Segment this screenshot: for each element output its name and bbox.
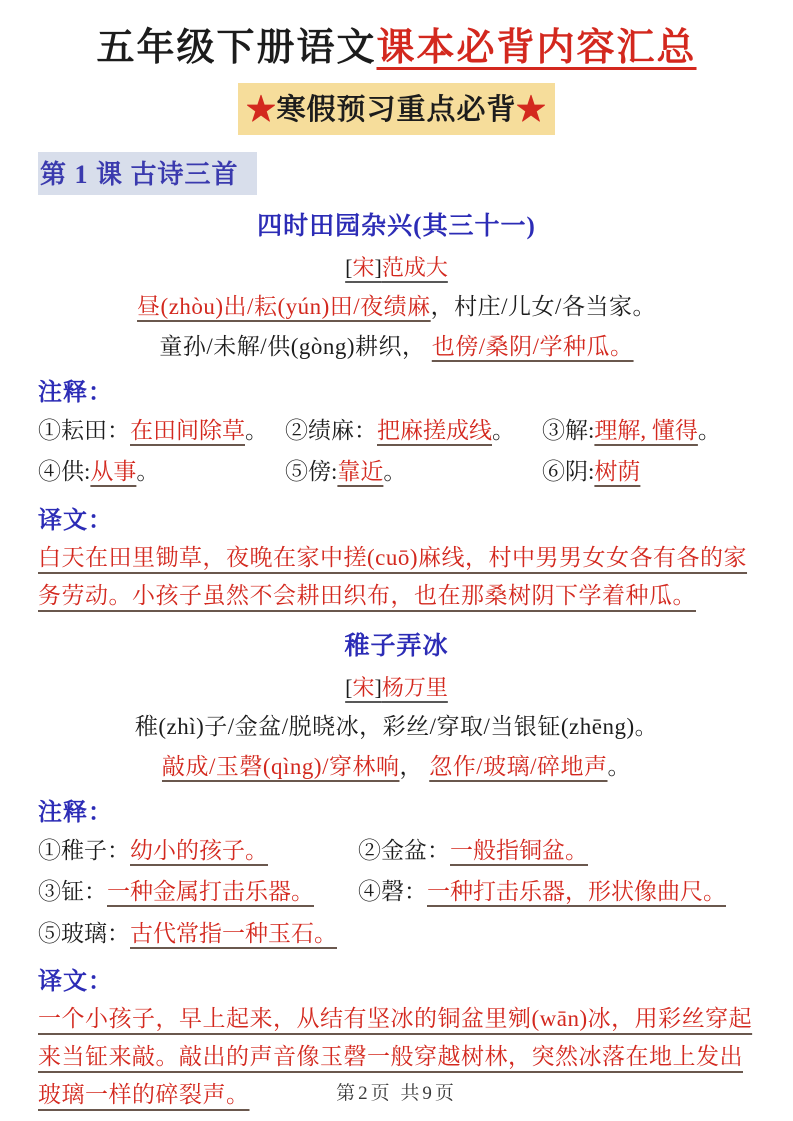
- note-def: 靠近: [337, 459, 384, 485]
- note-term: ①耘田：: [38, 417, 130, 443]
- star-icon: ★: [246, 93, 277, 126]
- poem1-notes-label: 注释：: [38, 379, 113, 406]
- poem2-line2-comma: ，: [399, 753, 430, 779]
- poem2-line2-highlight1: 敲成/玉磬(qìng)/穿林响: [161, 753, 400, 779]
- poem1-line1: [38, 291, 755, 322]
- banner-text: 寒假预习重点必背: [276, 93, 517, 126]
- poem2-translation: 一个小孩子，早上起来，从结有坚冰的铜盆里剜(wān)冰，用彩丝穿起来当钲来敲。敲出的声音像玉磬一般穿越树林，突然冰落在地上发出玻璃一样的碎裂声。: [38, 1006, 753, 1108]
- poem2-line2-end: 。: [607, 753, 632, 779]
- page-title: [38, 26, 755, 72]
- poem2-author: [38, 671, 755, 702]
- poem1-line2-plain: 童孙/未解/供(gòng)耕织，: [159, 333, 432, 359]
- note-def: 在田间除草: [130, 417, 245, 443]
- note-term: ②金盆：: [358, 837, 450, 863]
- note-term: ①稚子：: [38, 837, 130, 863]
- poem2-line2-highlight2: 忽作/玻璃/碎地声: [429, 753, 608, 779]
- author-name: 杨万里: [381, 674, 448, 700]
- banner-row: [38, 83, 755, 135]
- poem1-line2-highlight: 也傍/桑阴/学种瓜。: [431, 333, 634, 359]
- poem1-author-underline: [345, 255, 448, 280]
- note-end: 。: [492, 417, 515, 443]
- note-item: [358, 834, 755, 869]
- note-term: ⑤傍:: [285, 459, 338, 485]
- note-item: [38, 834, 358, 869]
- note-item: [38, 875, 358, 910]
- lesson-header: 第 1 课 古诗三首: [38, 152, 257, 195]
- bracket-left: [: [345, 254, 353, 280]
- poem2-line1: 稚(zhì)子/金盆/脱晓冰，彩丝/穿取/当银钲(zhēng)。: [134, 713, 659, 739]
- poem2-trans-label: 译文：: [38, 969, 113, 996]
- note-term: ③解:: [542, 417, 595, 443]
- note-def: 古代常指一种玉石。: [130, 920, 337, 946]
- poem1-translation: 白天在田里锄草，夜晚在家中搓(cuō)麻线，村中男男女女各有各的家务劳动。小孩子虽然不会耕田织布，也在那桑树阴下学着种瓜。: [38, 544, 748, 608]
- note-def: 幼小的孩子。: [130, 837, 268, 863]
- poem2-notes-row1: [38, 834, 755, 869]
- note-def: 树荫: [594, 459, 641, 485]
- note-term: ④磬：: [358, 879, 427, 905]
- poem1-trans-label: 译文：: [38, 507, 113, 534]
- note-def: 一般指铜盆。: [450, 837, 588, 863]
- poem2-line2: [38, 751, 755, 782]
- poem1-line2: [38, 331, 755, 362]
- poem1-title: 四时田园杂兴(其三十一): [257, 212, 536, 240]
- author-name: 范成大: [381, 254, 448, 280]
- poem1-notes-row2: [38, 455, 755, 490]
- title-red-part: 课本必背内容汇总: [376, 27, 697, 69]
- note-item: [542, 414, 755, 449]
- note-def: 把麻搓成线: [377, 417, 492, 443]
- note-term: ②绩麻：: [285, 417, 377, 443]
- note-def: 一种金属打击乐器。: [107, 879, 314, 905]
- note-term: ⑥阴:: [542, 459, 595, 485]
- poem1-author: [38, 251, 755, 282]
- note-end: 。: [697, 417, 721, 443]
- poem1-line1-plain: ，村庄/儿女/各当家。: [430, 293, 656, 319]
- note-term: ④供:: [38, 459, 91, 485]
- note-end: 。: [136, 459, 160, 485]
- bracket-right: ]: [374, 674, 382, 700]
- note-end: 。: [245, 417, 268, 443]
- page-number: 第2页 共9页: [336, 1083, 457, 1104]
- poem2-notes-row2: [38, 875, 755, 910]
- note-def: 从事: [90, 459, 137, 485]
- bracket-right: ]: [374, 254, 382, 280]
- dynasty: 宋: [352, 674, 375, 700]
- note-item: [38, 455, 285, 490]
- note-item: [542, 455, 755, 490]
- highlight-banner: [238, 83, 554, 135]
- note-item: [285, 455, 542, 490]
- poem1-line1-highlight: 昼(zhòu)出/耘(yún)田/夜绩麻: [137, 293, 431, 319]
- note-def: 一种打击乐器，形状像曲尺。: [427, 879, 726, 905]
- note-term: ③钲：: [38, 879, 107, 905]
- note-term: ⑤玻璃：: [38, 920, 130, 946]
- poem2-notes-row3: [38, 917, 755, 952]
- poem2-title: 稚子弄冰: [344, 632, 449, 660]
- note-item: [285, 414, 542, 449]
- note-item: [38, 917, 358, 952]
- note-item: [358, 875, 755, 910]
- bracket-left: [: [345, 674, 353, 700]
- star-icon: ★: [516, 93, 547, 126]
- poem2-author-underline: [345, 675, 448, 700]
- note-item: [38, 414, 285, 449]
- title-black-part: 五年级下册语文: [96, 27, 377, 69]
- poem1-notes-row1: [38, 414, 755, 449]
- dynasty: 宋: [352, 254, 375, 280]
- note-def: 理解, 懂得: [594, 417, 698, 443]
- poem2-notes-label: 注释：: [38, 799, 113, 826]
- note-end: 。: [383, 459, 407, 485]
